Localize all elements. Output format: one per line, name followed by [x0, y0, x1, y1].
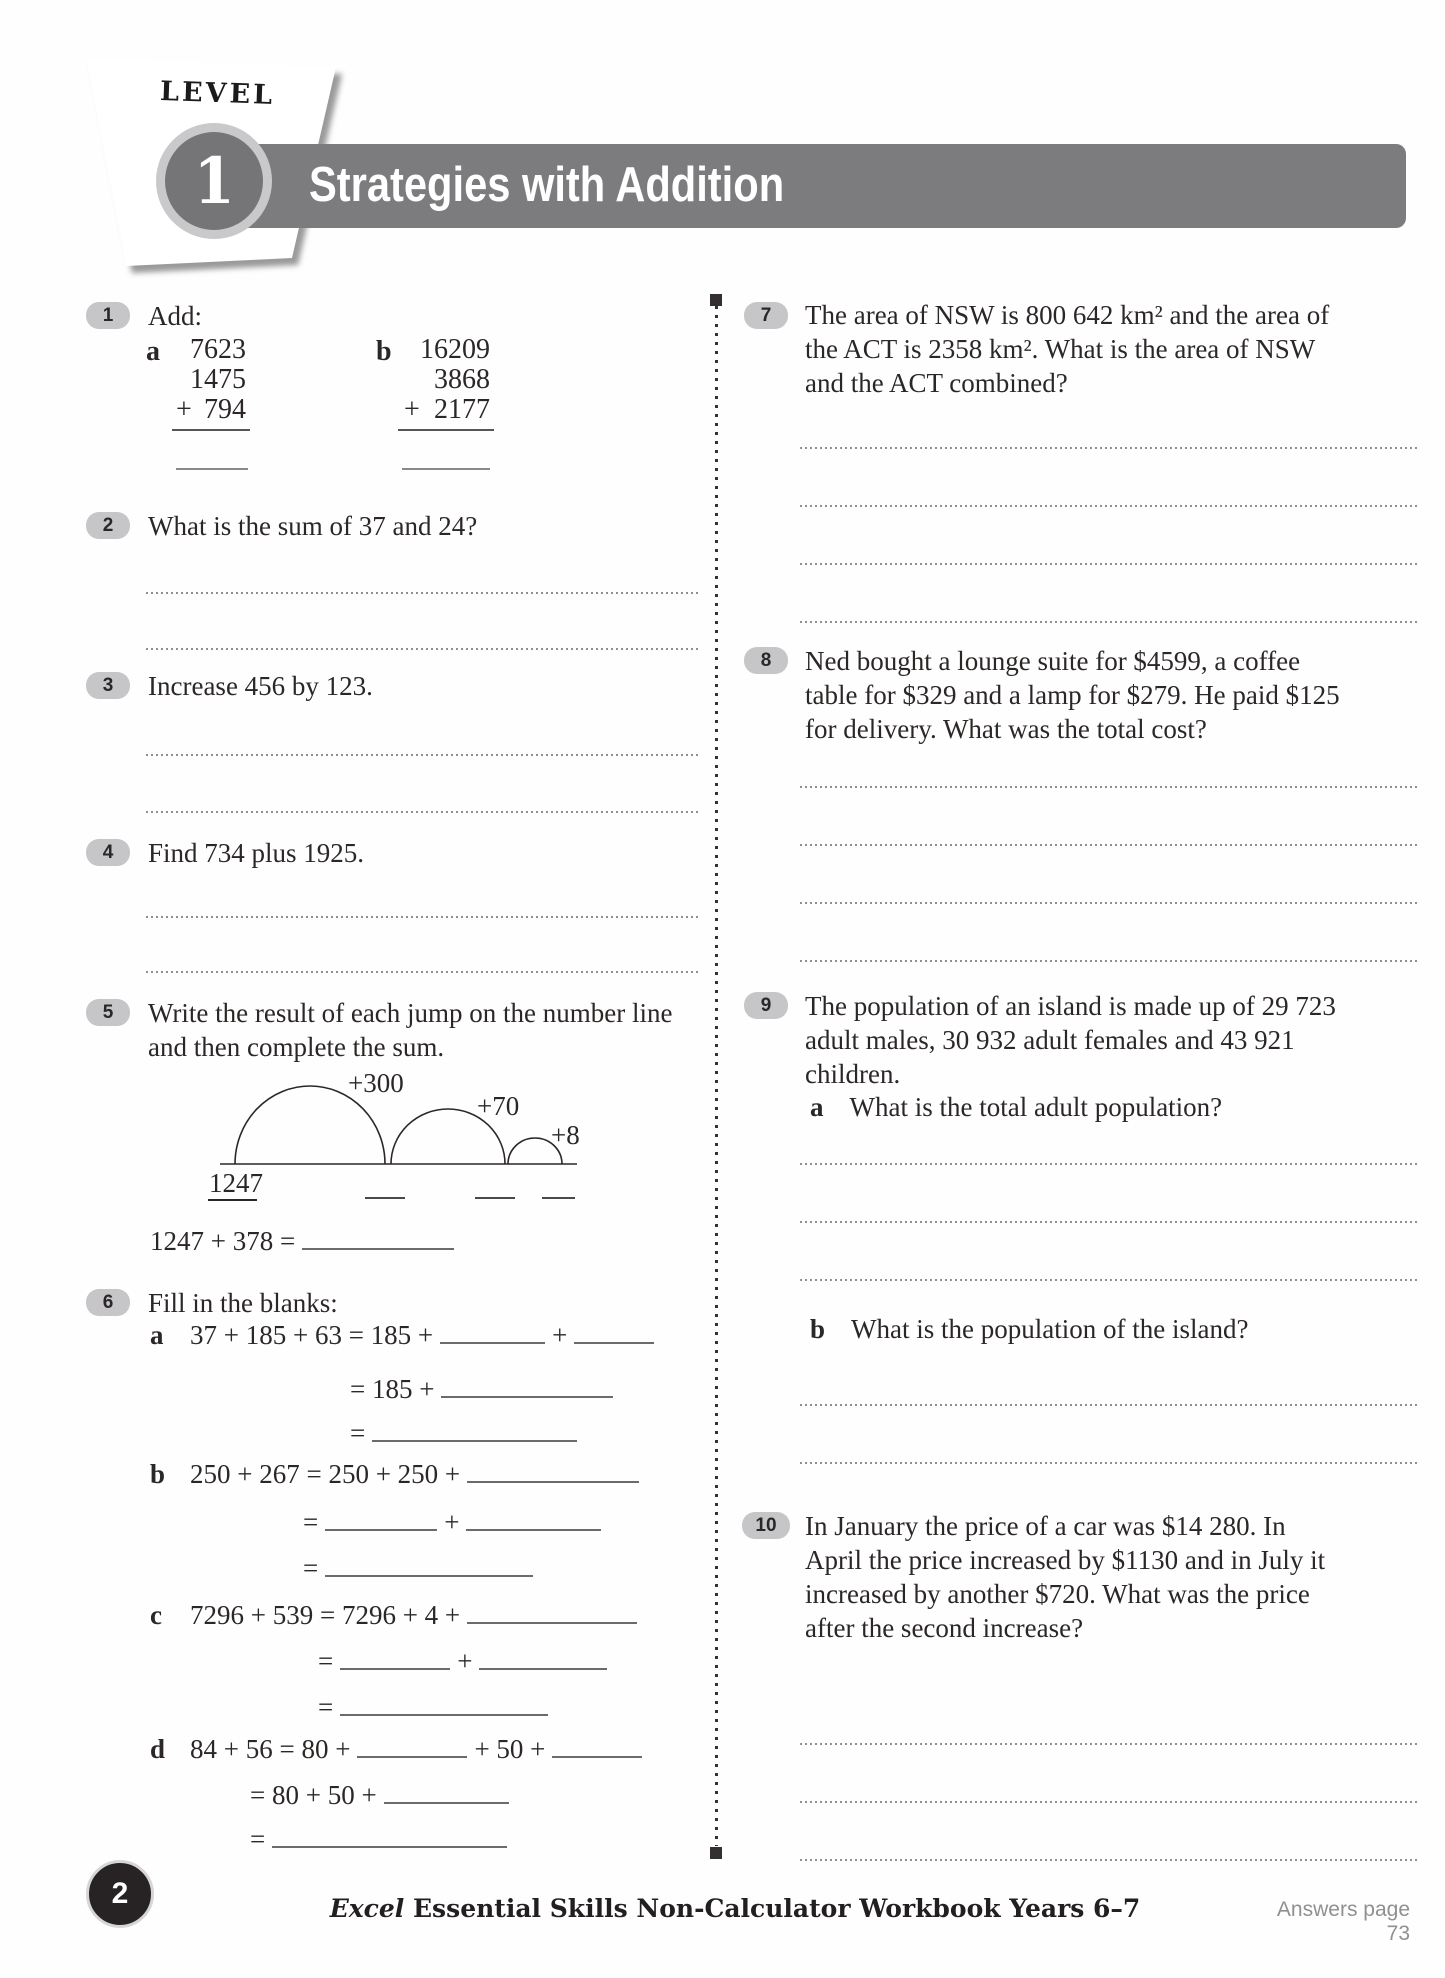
equation-row: = — [350, 1416, 584, 1450]
part-label: b — [150, 1459, 166, 1489]
equation-row: = — [318, 1690, 555, 1724]
answer-line[interactable] — [146, 971, 700, 973]
addend: 794 — [204, 394, 246, 425]
question-text: Increase 456 by 123. — [148, 671, 373, 701]
part-label: a — [150, 1320, 164, 1350]
jump-label: +8 — [551, 1120, 580, 1150]
answer-line[interactable] — [146, 916, 700, 918]
question-number-badge: 1 — [86, 302, 130, 329]
answer-blank[interactable] — [467, 1481, 639, 1483]
page-number-badge — [86, 1860, 154, 1928]
answer-line[interactable] — [146, 648, 700, 650]
series-title-rest: Essential Skills Non-Calculator Workbook Years 6–7 — [404, 1894, 1141, 1923]
equation-row: = 185 + — [350, 1372, 620, 1406]
question-number-badge: 9 — [744, 992, 788, 1019]
answer-line[interactable] — [800, 447, 1420, 449]
question-number-badge: 10 — [742, 1512, 790, 1539]
answer-blank[interactable] — [340, 1714, 548, 1716]
level-label: LEVEL — [159, 76, 276, 111]
addend: 3868 — [434, 364, 490, 395]
plus-sign: + — [404, 394, 420, 425]
answer-line[interactable] — [800, 1743, 1420, 1745]
question-text: Write the result of each jump on the number line and then complete the sum. — [148, 998, 673, 1062]
question-number-badge: 7 — [744, 302, 788, 329]
answer-line[interactable] — [800, 505, 1420, 507]
question-text: The area of NSW is 800 642 km² and the area of the ACT is 2358 km². What is the area of NSW and the ACT combined? — [805, 300, 1330, 398]
addend: 16209 — [420, 334, 490, 365]
answer-blank[interactable] — [325, 1529, 437, 1531]
level-number-circle — [156, 123, 272, 239]
sub-question — [810, 1312, 1248, 1346]
answer-blank[interactable] — [357, 1756, 467, 1758]
answer-line[interactable] — [800, 960, 1420, 962]
question-number-badge: 6 — [86, 1289, 130, 1316]
question-text: Find 734 plus 1925. — [148, 838, 365, 868]
part-label: b — [810, 1314, 826, 1344]
equation-row: = 80 + 50 + — [250, 1778, 516, 1812]
answer-line[interactable] — [800, 1462, 1420, 1464]
equation-row: = — [250, 1822, 514, 1856]
answer-line[interactable] — [146, 811, 700, 813]
addend: 1475 — [190, 364, 246, 395]
chapter-banner — [205, 144, 1406, 228]
series-title-italic: Excel — [329, 1894, 405, 1923]
level-number-circle-inner — [165, 132, 263, 230]
question-text: Ned bought a lounge suite for $4599, a coffee table for $329 and a lamp for $279. He paid $125 for delivery. What was the total cost? — [805, 646, 1340, 744]
equation-row: = — [303, 1551, 540, 1585]
answer-blank[interactable] — [467, 1622, 637, 1624]
column-divider — [715, 306, 718, 1846]
question-number-badge: 5 — [86, 999, 130, 1026]
answer-blank[interactable] — [340, 1668, 450, 1670]
sub-question — [810, 1090, 1222, 1124]
equation-row: 37 + 185 + 63 = 185 + + — [190, 1318, 661, 1352]
answer-blank[interactable] — [552, 1756, 642, 1758]
question-number-badge: 2 — [86, 512, 130, 539]
answer-line[interactable] — [800, 1404, 1420, 1406]
number-line-diagram — [205, 1058, 590, 1208]
sub-question-text: What is the population of the island? — [851, 1314, 1249, 1344]
answer-blank[interactable] — [441, 1396, 613, 1398]
level-number: 1 — [193, 143, 235, 219]
addend: 2177 — [434, 394, 490, 425]
question-text: In January the price of a car was $14 280. In April the price increased by $1130 and in July it increased by another $720. What was the price after the second increase? — [805, 1511, 1326, 1643]
answers-page-note: Answers page 73 — [1276, 1898, 1410, 1945]
question-text: Add: — [148, 301, 202, 331]
answer-blank[interactable] — [272, 1846, 507, 1848]
series-title — [320, 1894, 1150, 1923]
equation-row: 250 + 267 = 250 + 250 + — [190, 1457, 646, 1491]
equation-row — [150, 1224, 461, 1258]
equation-row: = + — [303, 1505, 608, 1539]
answer-blank[interactable] — [176, 468, 248, 470]
sum-rule — [172, 429, 250, 431]
divider-top-square — [710, 294, 722, 306]
number-line-start: 1247 — [209, 1168, 263, 1198]
jump-label: +70 — [477, 1091, 520, 1121]
question-number-badge: 8 — [744, 647, 788, 674]
equation-row: 84 + 56 = 80 + + 50 + — [190, 1732, 649, 1766]
answer-line[interactable] — [146, 754, 700, 756]
page-number: 2 — [111, 1877, 129, 1910]
sum-rule — [398, 429, 494, 431]
equation-text: 1247 + 378 = — [150, 1226, 296, 1256]
jump-label: +300 — [348, 1068, 404, 1098]
answer-blank[interactable] — [466, 1529, 601, 1531]
answer-blank[interactable] — [372, 1440, 577, 1442]
question-text: What is the sum of 37 and 24? — [148, 511, 478, 541]
answer-line[interactable] — [800, 786, 1420, 788]
equation-row: 7296 + 539 = 7296 + 4 + — [190, 1598, 644, 1632]
question-text: The population of an island is made up of 29 723 adult males, 30 932 adult females and 43 921 children. — [805, 991, 1336, 1089]
part-label: a — [146, 336, 160, 367]
part-label: c — [150, 1600, 162, 1630]
part-label: b — [376, 336, 392, 367]
plus-sign: + — [176, 394, 192, 425]
answer-blank[interactable] — [384, 1802, 509, 1804]
answer-line[interactable] — [800, 1163, 1420, 1165]
answer-blank[interactable] — [574, 1342, 654, 1344]
equation-row: = + — [318, 1644, 614, 1678]
question-number-badge: 3 — [86, 672, 130, 699]
answer-line[interactable] — [800, 902, 1420, 904]
answer-line[interactable] — [800, 844, 1420, 846]
answer-blank[interactable] — [479, 1668, 607, 1670]
answer-blank[interactable] — [325, 1575, 533, 1577]
divider-bottom-square — [710, 1847, 722, 1859]
answer-blank[interactable] — [302, 1248, 454, 1250]
answer-line[interactable] — [800, 1801, 1420, 1803]
chapter-title: Strategies with Addition — [309, 158, 785, 212]
answer-blank[interactable] — [402, 468, 490, 470]
answer-line[interactable] — [800, 621, 1420, 623]
answer-line[interactable] — [800, 563, 1420, 565]
part-label: d — [150, 1734, 166, 1764]
answer-line[interactable] — [800, 1279, 1420, 1281]
part-label: a — [810, 1092, 824, 1122]
sub-question-text: What is the total adult population? — [849, 1092, 1223, 1122]
question-text: Fill in the blanks: — [148, 1288, 338, 1318]
question-number-badge: 4 — [86, 839, 130, 866]
answer-line[interactable] — [800, 1221, 1420, 1223]
addend: 7623 — [190, 334, 246, 365]
answer-line[interactable] — [146, 592, 700, 594]
answer-line[interactable] — [800, 1859, 1420, 1861]
answer-blank[interactable] — [440, 1342, 545, 1344]
